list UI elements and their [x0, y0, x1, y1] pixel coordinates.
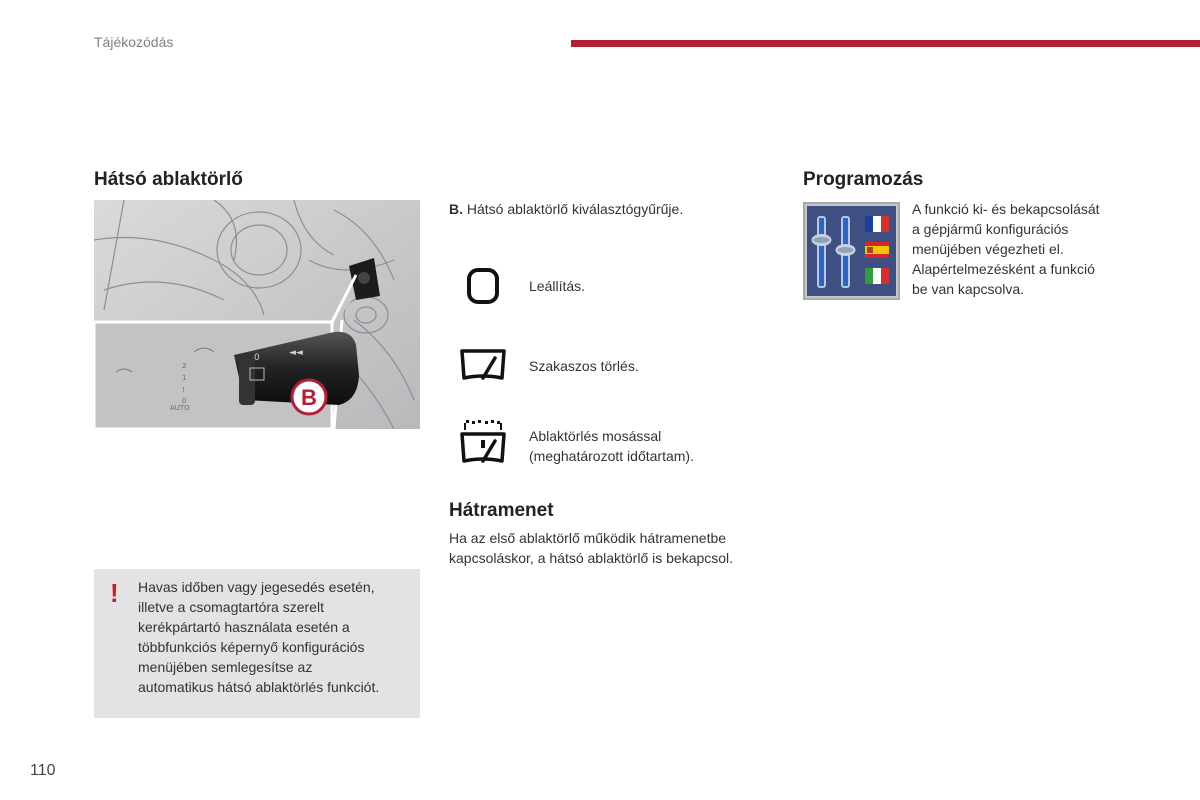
svg-text:!: ! — [182, 386, 185, 394]
selector-label: B. Hátsó ablaktörlő kiválasztógyűrűje. — [449, 201, 684, 217]
wiper-intermittent-text: Szakaszos törlés. — [529, 358, 639, 374]
rear-wiper-title: Hátsó ablaktörlő — [94, 169, 243, 190]
configuration-menu-icon — [803, 202, 900, 300]
svg-text:◄◄: ◄◄ — [289, 348, 303, 358]
wiper-off-icon — [466, 268, 500, 309]
flag-france-icon — [865, 216, 889, 232]
svg-text:1: 1 — [182, 374, 187, 382]
section-header: Tájékozódás — [94, 34, 174, 50]
programming-title: Programozás — [803, 169, 924, 190]
page-number: 110 — [30, 762, 56, 779]
flag-spain-icon — [865, 242, 889, 258]
warning-icon: ! — [110, 578, 119, 608]
callout-b: B — [301, 385, 317, 410]
reverse-text: Ha az első ablaktörlő működik hátramenetbe kapcsoláskor, a hátsó ablaktörlő is bekapcsol. — [449, 530, 734, 566]
stalk-photo — [94, 200, 420, 429]
header-bar — [571, 40, 1200, 47]
svg-text:0: 0 — [254, 353, 260, 363]
stalk-illustration — [94, 200, 420, 429]
svg-text:0: 0 — [182, 397, 187, 405]
wiper-intermittent-icon — [458, 348, 508, 389]
wiper-wash-text: Ablaktörlés mosással (meghatározott időtartam). — [529, 428, 694, 464]
auto-label: AUTO — [170, 404, 190, 412]
reverse-title: Hátramenet — [449, 500, 554, 521]
svg-text:2: 2 — [182, 362, 187, 370]
programming-text: A funkció ki- és bekapcsolását a gépjármű konfigurációs menüjében végezheti el. Alapértelmezésként a funkció be van kapcsolva. — [912, 201, 1100, 297]
warning-box — [94, 569, 420, 718]
wiper-wash-icon — [458, 418, 508, 475]
warning-text: Havas időben vagy jegesedés esetén, illetve a csomagtartóra szerelt kerékpártartó használata esetén a többfunkciós képernyő konfigurációs menüjében semlegesítse az automatikus hátsó ablaktörlés funkciót. — [138, 579, 380, 695]
flag-italy-icon — [865, 268, 889, 284]
wiper-off-text: Leállítás. — [529, 278, 586, 294]
